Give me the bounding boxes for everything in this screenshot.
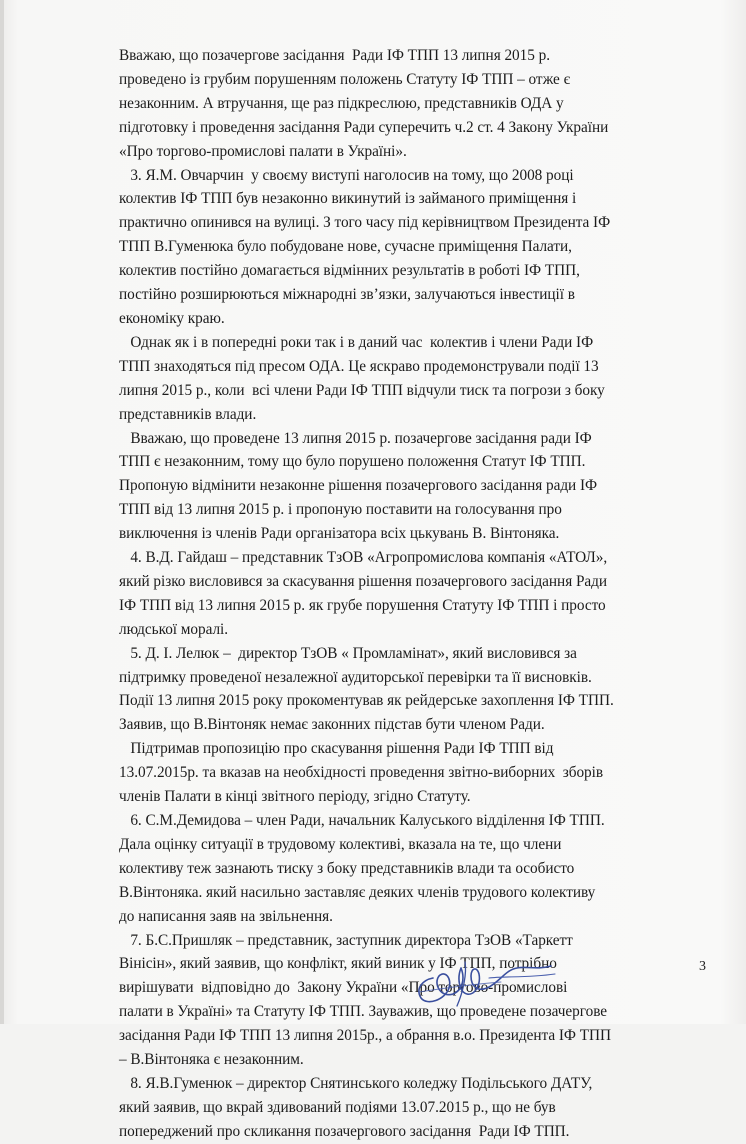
text-line: ТПП В.Гуменюка було побудоване нове, сучасне приміщення Палати,	[119, 238, 572, 256]
text-line: попереджений про скликання позачергового засідання Ради ІФ ТПП.	[119, 1122, 570, 1140]
text-line: виключення із членів Ради організатора всіх цькувань В. Вінтоняка.	[119, 525, 560, 543]
text-line: практично опинився на вулиці. З того часу під керівництвом Президента ІФ	[119, 214, 611, 232]
text-line: вирішувати відповідно до Закону України «Про торгово-промислові	[119, 979, 568, 997]
text-line: Події 13 липня 2015 року прокоментував як рейдерське захоплення ІФ ТПП.	[119, 692, 614, 710]
text-line: підготовку і проведення засідання Ради суперечить ч.2 ст. 4 Закону України	[119, 118, 609, 136]
page-number: 3	[699, 959, 706, 974]
text-line: ТПП знаходяться під пресом ОДА. Це яскраво продемонстрували події 13	[119, 357, 599, 375]
text-line: економіку краю.	[119, 309, 225, 327]
text-line: людської моралі.	[119, 620, 229, 638]
text-line: палати в Україні» та Статуту ІФ ТПП. Зауважив, що проведене позачергове	[119, 1003, 608, 1021]
text-line: ТПП від 13 липня 2015 р. і пропоную поставити на голосування про	[119, 501, 562, 519]
text-line: колектив постійно домагається відмінних результатів в роботі ІФ ТПП,	[119, 262, 580, 280]
text-line: засідання Ради ІФ ТПП 13 липня 2015р., а обрання в.о. Президента ІФ ТПП	[119, 1027, 612, 1045]
text-line: підтримку проведеної незалежної аудиторської перевірки та її висновків.	[119, 668, 592, 686]
text-line: до написання заяв на звільнення.	[119, 907, 333, 925]
text-line: ТПП є незаконним, тому що було порушено положення Статут ІФ ТПП.	[119, 453, 586, 471]
text-line: 5. Д. І. Лелюк – директор ТзОВ « Промламінат», який висловився за	[119, 644, 577, 662]
text-line: постійно розширюються міжнародні зв’язки, залучаються інвестиції в	[119, 286, 575, 304]
text-line: 3. Я.М. Овчарчин у своєму виступі наголосив на тому, що 2008 році	[119, 166, 574, 184]
text-line: 7. Б.С.Пришляк – представник, заступник директора ТзОВ «Таркетт	[119, 931, 573, 949]
text-line: колективу теж зазнають тиску з боку представників влади та особисто	[119, 859, 575, 877]
text-line: який заявив, що вкрай здивований подіями 13.07.2015 р., що не був	[119, 1098, 556, 1116]
text-line: Підтримав пропозицію про скасування рішення Ради ІФ ТПП від	[119, 740, 554, 758]
text-line: Дала оцінку ситуації в трудовому колективі, вказала на те, що члени	[119, 835, 562, 853]
text-line: незаконним. А втручання, ще раз підкреслюю, представників ОДА у	[119, 94, 564, 112]
text-line: Вважаю, що проведене 13 липня 2015 р. позачергове засідання ради ІФ	[119, 429, 592, 447]
text-line: липня 2015 р., коли всі члени Ради ІФ ТПП відчули тиск та погрози з боку	[119, 381, 605, 399]
text-line: ІФ ТПП від 13 липня 2015 р. як грубе порушення Статуту ІФ ТПП і просто	[119, 596, 606, 614]
text-line: «Про торгово-промислові палати в Україні».	[119, 142, 407, 160]
handwritten-signature-icon	[405, 948, 575, 1010]
text-line: колектив ІФ ТПП був незаконно викинутий із займаного приміщення і	[119, 190, 577, 208]
text-line: 4. В.Д. Гайдаш – представник ТзОВ «Агропромислова компанія «АТОЛ»,	[119, 549, 608, 567]
text-line: Однак як і в попередні роки так і в даний час колектив і члени Ради ІФ	[119, 333, 594, 351]
text-line: 8. Я.В.Гуменюк – директор Снятинського коледжу Подільського ДАТУ,	[119, 1074, 593, 1092]
text-line: В.Вінтоняка. який насильно заставляє деяких членів трудового колективу	[119, 883, 596, 901]
scan-edge	[0, 0, 4, 1024]
text-line: проведено із грубим порушенням положень Статуту ІФ ТПП – отже є	[119, 70, 571, 88]
text-line: представників влади.	[119, 405, 257, 423]
text-line: членів Палати в кінці звітного періоду, згідно Статуту.	[119, 788, 471, 806]
text-line: який різко висловився за скасування рішення позачергового засідання Ради	[119, 572, 608, 590]
text-line: 6. С.М.Демидова – член Ради, начальник Калуського відділення ІФ ТПП.	[119, 812, 605, 829]
text-line: Пропоную відмінити незаконне рішення позачергового засідання ради ІФ	[119, 477, 598, 495]
text-line: – В.Вінтоняка є незаконним.	[119, 1051, 304, 1069]
text-line: Вінісін», який заявив, що конфлікт, який виник у ІФ ТПП, потрібно	[119, 955, 557, 973]
text-line: Вважаю, що позачергове засідання Ради ІФ ТПП 13 липня 2015 р.	[119, 47, 550, 64]
text-line: 13.07.2015р. та вказав на необхідності проведення звітно-виборних зборів	[119, 764, 604, 782]
text-line: Заявив, що В.Вінтоняк немає законних підстав бути членом Ради.	[119, 716, 545, 734]
